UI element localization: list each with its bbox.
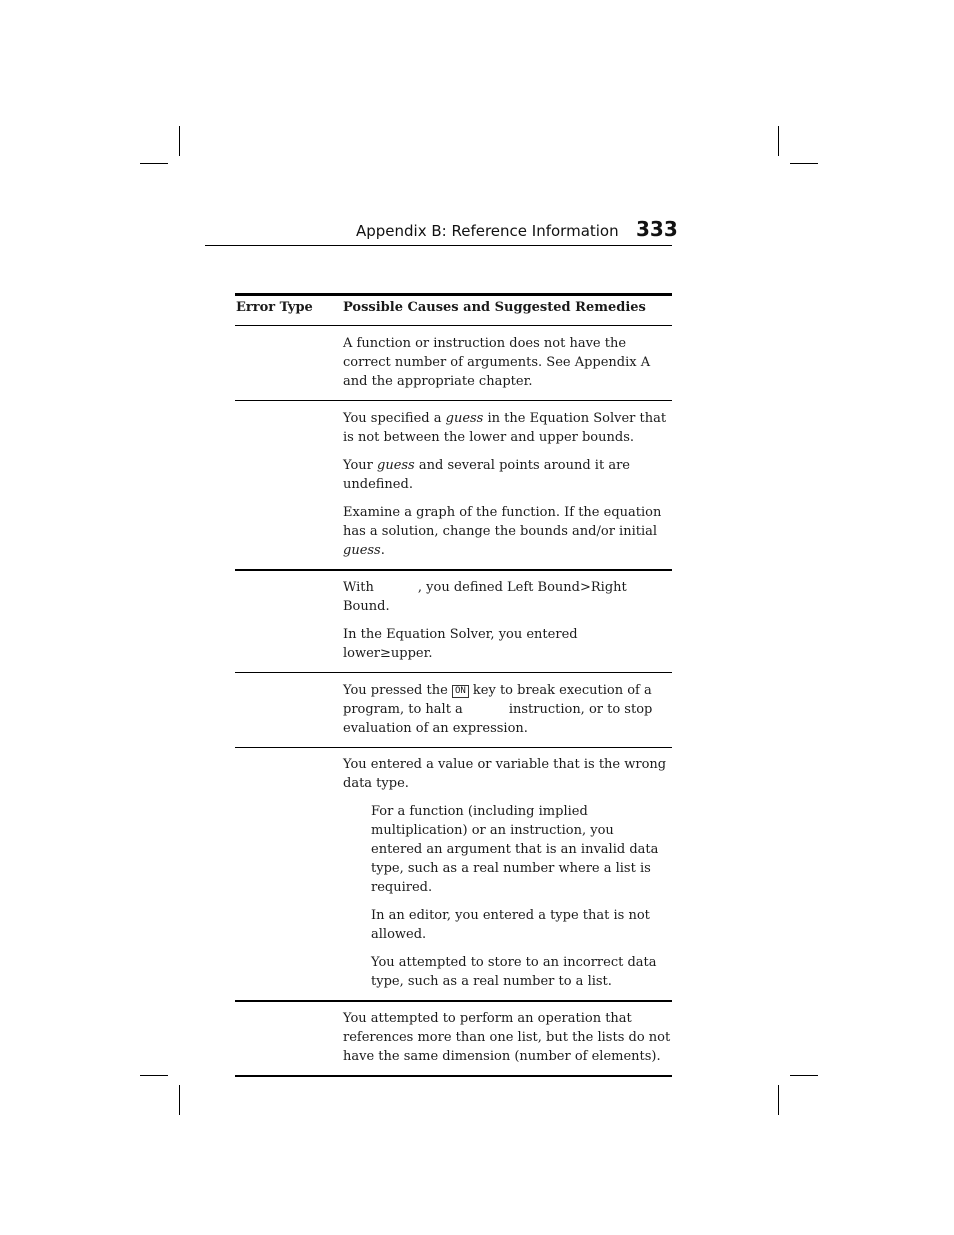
table-bottom-rule xyxy=(235,1075,672,1077)
table-row xyxy=(235,673,672,738)
crop-mark xyxy=(790,1075,818,1076)
cause-paragraph: You attempted to perform an operation that references more than one list, but the lists do not have the same dimension (number of elements). xyxy=(343,1011,671,1064)
table-header-row xyxy=(235,296,672,325)
cause-paragraph: In the Equation Solver, you entered lower≥upper. xyxy=(343,627,578,661)
crop-mark xyxy=(140,1075,168,1076)
crop-mark xyxy=(140,163,168,164)
cause-paragraph xyxy=(343,578,671,616)
column-header-causes: Possible Causes and Suggested Remedies xyxy=(343,300,646,315)
column-header-error-type: Error Type xyxy=(236,300,313,315)
error-table xyxy=(235,293,672,1077)
text-run: You specified a xyxy=(343,411,446,426)
crop-mark xyxy=(179,126,180,156)
table-row xyxy=(235,401,672,560)
text-run: key to break execution of a program, to halt a xyxy=(343,683,652,717)
cause-paragraph xyxy=(343,409,671,447)
text-run: . xyxy=(380,543,385,558)
table-row xyxy=(235,748,672,991)
crop-mark xyxy=(778,1085,779,1115)
cause-paragraph xyxy=(343,681,671,738)
causes-cell xyxy=(343,334,671,391)
crop-mark xyxy=(179,1085,180,1115)
running-header-title: Appendix B: Reference Information xyxy=(356,222,619,240)
guess-term: guess xyxy=(445,411,484,426)
text-run: With xyxy=(343,580,374,595)
on-key-icon: ON xyxy=(452,685,469,698)
text-run: , you defined Left Bound>Right Bound. xyxy=(343,580,627,614)
text-run: Your xyxy=(343,458,377,473)
cause-subparagraph: In an editor, you entered a type that is not allowed. xyxy=(371,908,650,942)
page-number: 333 xyxy=(636,217,678,241)
causes-cell xyxy=(343,578,671,663)
causes-cell xyxy=(343,1009,671,1066)
header-rule xyxy=(205,245,672,246)
causes-cell xyxy=(343,755,671,991)
table-row xyxy=(235,1002,672,1066)
guess-term: guess xyxy=(377,458,415,473)
text-run: and several points around it are undefined. xyxy=(343,458,630,492)
cause-paragraph xyxy=(343,503,671,560)
text-run: Examine a graph of the function. If the equation has a solution, change the bounds and/or initial xyxy=(343,505,662,539)
crop-mark xyxy=(790,163,818,164)
table-row xyxy=(235,571,672,663)
text-run: in the Equation Solver that is not between the lower and upper bounds. xyxy=(343,411,667,445)
table-row xyxy=(235,326,672,391)
text-run: instruction, or to stop evaluation of an expression. xyxy=(343,702,653,736)
cause-paragraph: You entered a value or variable that is the wrong data type. xyxy=(343,757,667,791)
cause-paragraph: A function or instruction does not have the correct number of arguments. See Appendix A and the appropriate chapter. xyxy=(343,336,651,389)
cause-paragraph xyxy=(343,456,671,494)
cause-subparagraph: For a function (including implied multiplication) or an instruction, you entered an argument that is an invalid data type, such as a real number where a list is required. xyxy=(371,804,659,895)
causes-cell xyxy=(343,409,671,560)
guess-term: guess xyxy=(343,543,381,558)
causes-cell xyxy=(343,681,671,738)
cause-subparagraph: You attempted to store to an incorrect data type, such as a real number to a list. xyxy=(371,955,657,989)
text-run: You pressed the xyxy=(343,683,452,698)
crop-mark xyxy=(778,126,779,156)
